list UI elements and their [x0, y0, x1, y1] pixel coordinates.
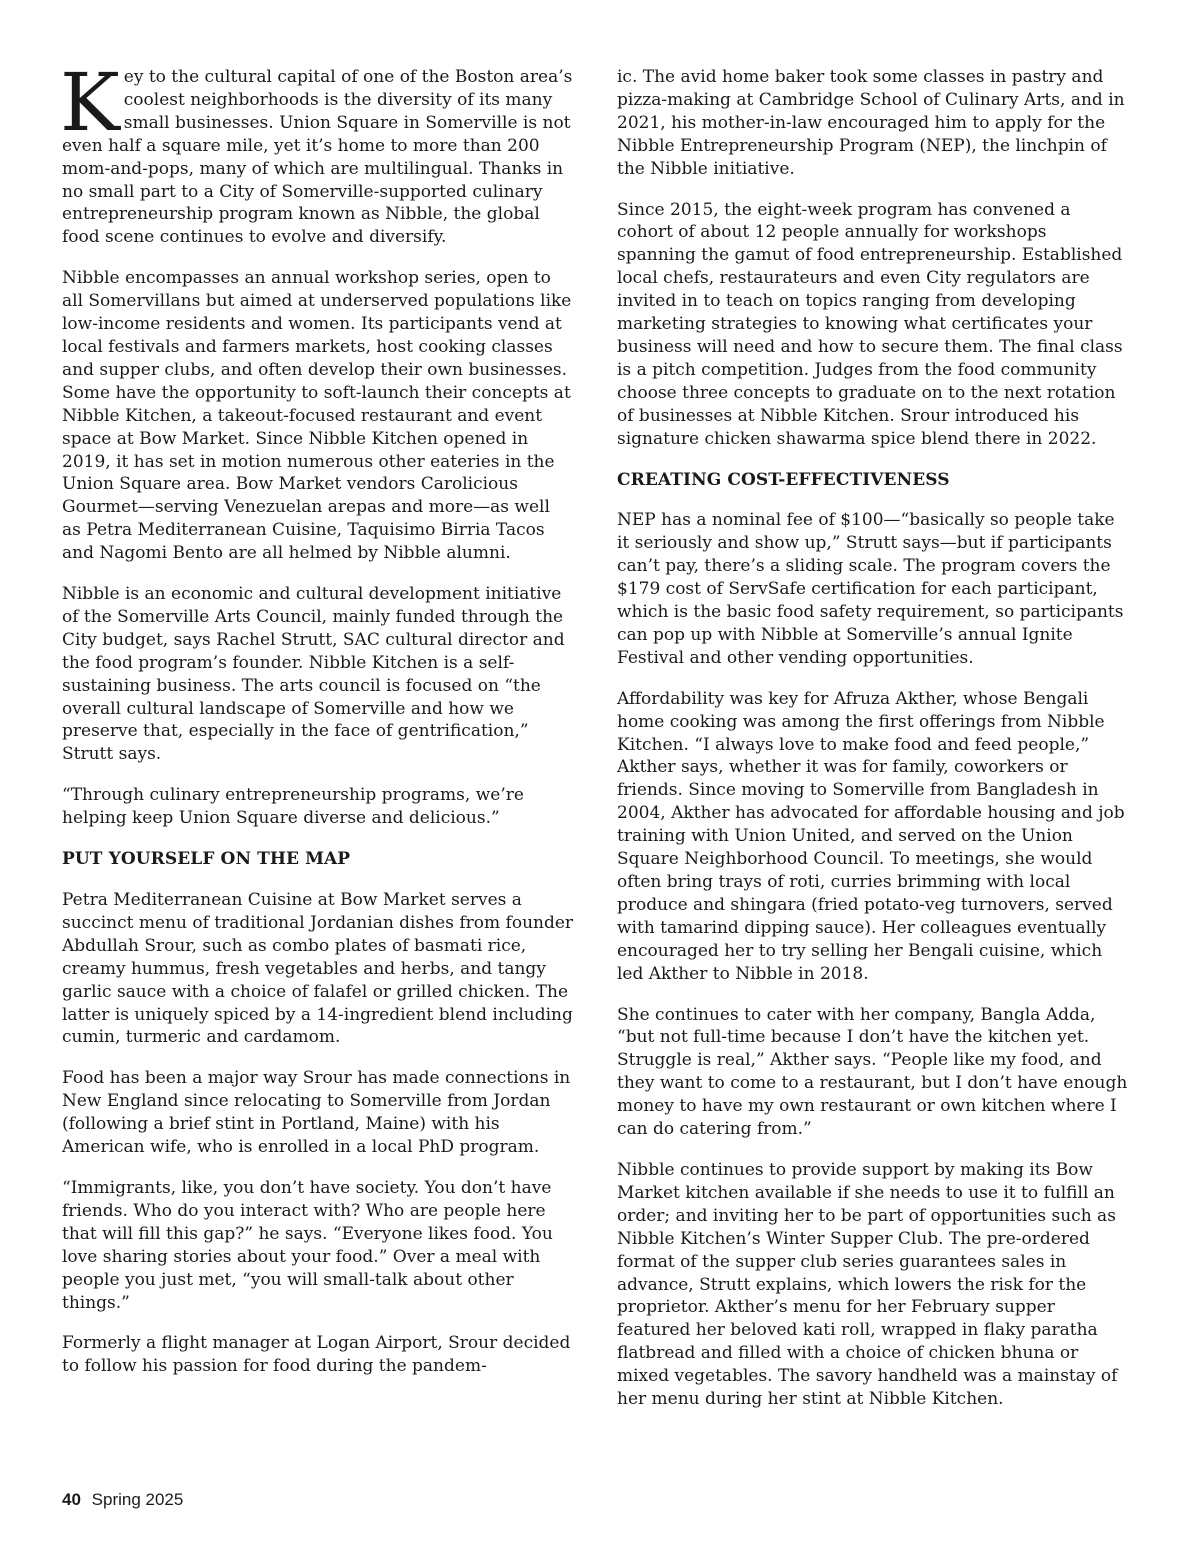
body-paragraph: Affordability was key for Afruza Akther, whose Bengali home cooking was among the first offerings from Nibble Kitchen. “I always love to make food and feed people,” Akther says, whether it was for family, coworkers or friends. Since moving to Somerville from Bangladesh in 2004, Akther has advocated for affordable housing and job training with Union United, and served on the Union Square Neighborhood Council. To meetings, she would often bring trays of roti, curries brimming with local produce and shingara (fried potato-veg turnovers, served with tamarind dipping sauce). Her colleagues eventually encouraged her to try selling her Bengali cuisine, which led Akther to Nibble in 2018.: [617, 688, 1125, 984]
drop-cap: K: [60, 56, 120, 149]
body-paragraph: She continues to cater with her company, Bangla Adda, “but not full-time because I don’t have the kitchen yet. Struggle is real,” Akther says. “People like my food, and they want to come to a restaurant, but I don’t have enough money to have my own restaurant or own kitchen where I can do catering from.”: [617, 1004, 1128, 1140]
body-paragraph: Formerly a flight manager at Logan Airport, Srour decided to follow his passion for food during the pandem-: [62, 1333, 571, 1377]
page-number: 40: [62, 1490, 81, 1509]
section-heading: CREATING COST-EFFECTIVENESS: [617, 469, 950, 490]
body-paragraph: Nibble continues to provide support by making its Bow Market kitchen available if she needs to use it to fulfill an order; and inviting her to be part of opportunities such as Nibble Kitchen’s Winter Supper Club. The pre-ordered format of the supper club series guarantees sales in advance, Strutt explains, which lowers the risk for the proprietor. Akther’s menu for her February supper featured her beloved kati roll, wrapped in flaky paratha flatbread and filled with a choice of chicken bhuna or mixed vegetables. The savory handheld was a mainstay of her menu during her stint at Nibble Kitchen.: [617, 1159, 1118, 1410]
body-paragraph: Petra Mediterranean Cuisine at Bow Market serves a succinct menu of traditional Jordanian dishes from founder Abdullah Srour, such as combo plates of basmati rice, creamy hummus, fresh vegetables and herbs, and tangy garlic sauce with a choice of falafel or grilled chicken. The latter is uniquely spiced by a 14-ingredient blend including cumin, turmeric and cardamom.: [62, 890, 574, 1048]
left-column: [60, 56, 574, 1396]
body-paragraph: Since 2015, the eight-week program has convened a cohort of about 12 people annually for workshops spanning the gamut of food entrepreneurship. Established local chefs, restaurateurs and even City regulators are invited in to teach on topics ranging from developing marketing strategies to knowing what certificates your business will need and how to secure them. The final class is a pitch competition. Judges from the food community choose three concepts to graduate on to the next rotation of businesses at Nibble Kitchen. Srour introduced his signature chicken shawarma spice blend there in 2022.: [617, 199, 1123, 449]
section-heading: PUT YOURSELF ON THE MAP: [62, 849, 351, 870]
page-footer: [62, 1490, 183, 1510]
body-paragraph: NEP has a nominal fee of $100—“basically so people take it seriously and show up,” Strutt says—but if participants can’t pay, there’s a sliding scale. The program covers the $179 cost of ServSafe certification for each participant, which is the basic food safety requirement, so participants can pop up with Nibble at Somerville’s annual Ignite Festival and other vending opportunities.: [617, 510, 1124, 668]
intro-paragraph-text: ey to the cultural capital of one of the Boston area’s coolest neighborhoods is the diversity of its many small businesses. Union Square in Somerville is not even half a square mile, yet it’s home to more than 200 mom-and-pops, many of which are multilingual. Thanks in no small part to a City of Somerville-supported culinary entrepreneurship program known as Nibble, the global food scene continues to evolve and diversify.: [62, 67, 573, 248]
quote-paragraph: “Through culinary entrepreneurship programs, we’re helping keep Union Square diverse and delicious.”: [62, 785, 524, 829]
body-paragraph: Nibble encompasses an annual workshop series, open to all Somervillans but aimed at underserved populations like low-income residents and women. Its participants vend at local festivals and farmers markets, host cooking classes and supper clubs, and often develop their own businesses. Some have the opportunity to soft-launch their concepts at Nibble Kitchen, a takeout-focused restaurant and event space at Bow Market. Since Nibble Kitchen opened in 2019, it has set in motion numerous other eateries in the Union Square area. Bow Market vendors Carolicious Gourmet—serving Venezuelan arepas and more—as well as Petra Mediterranean Cuisine, Taquisimo Birria Tacos and Nagomi Bento are all helmed by Nibble alumni.: [62, 268, 572, 564]
intro-paragraph: [60, 56, 574, 249]
issue-label: Spring 2025: [91, 1490, 184, 1509]
right-column: [617, 66, 1129, 1429]
body-paragraph: ic. The avid home baker took some classes in pastry and pizza-making at Cambridge School of Culinary Arts, and in 2021, his mother-in-law encouraged him to apply for the Nibble Entrepreneurship Program (NEP), the linchpin of the Nibble initiative.: [617, 67, 1125, 179]
body-paragraph: Food has been a major way Srour has made connections in New England since relocating to Somerville from Jordan (following a brief stint in Portland, Maine) with his American wife, who is enrolled in a local PhD program.: [62, 1068, 571, 1158]
quote-paragraph: “Immigrants, like, you don’t have society. You don’t have friends. Who do you interact with? Who are people here that will fill this gap?” he says. “Everyone likes food. You love sharing stories about your food.” Over a meal with people you just met, “you will small-talk about other things.”: [62, 1177, 553, 1313]
body-paragraph: Nibble is an economic and cultural development initiative of the Somerville Arts Council, mainly funded through the City budget, says Rachel Strutt, SAC cultural director and the food program’s founder. Nibble Kitchen is a self-sustaining business. The arts council is focused on “the overall cultural landscape of Somerville and how we preserve that, especially in the face of gentrification,” Strutt says.: [62, 584, 565, 765]
